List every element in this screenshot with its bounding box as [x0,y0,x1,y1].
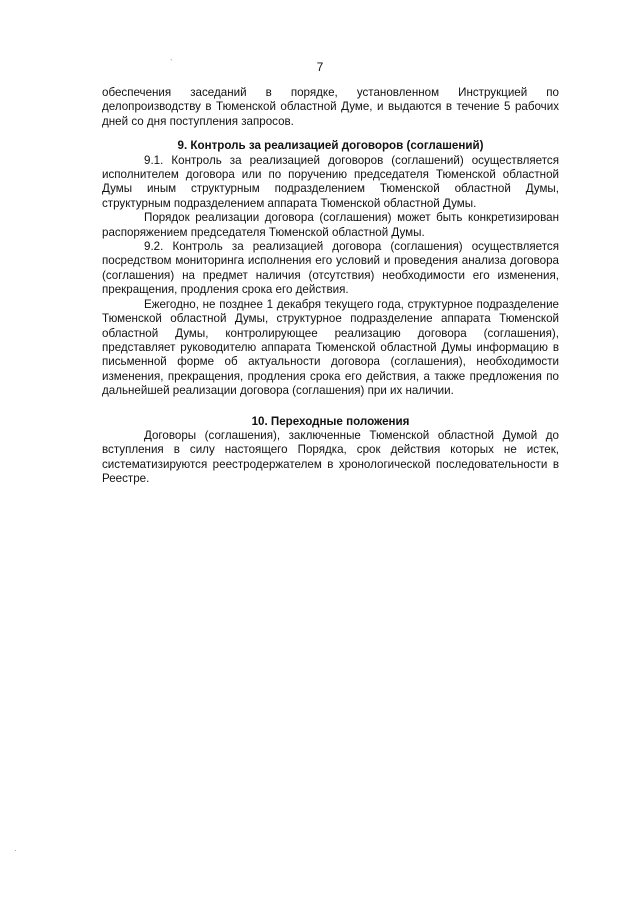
intro-paragraph: обеспечения заседаний в порядке, установленном Инструкцией по делопроизводству в Тюменской областной Думе, и выдаются в течение 5 рабочих дней со дня поступления запросов. [102,86,559,128]
section-9-paragraph-3: 9.2. Контроль за реализацией договора (соглашения) осуществляется посредством мониторинга исполнения его условий и проведения анализа договора (соглашения) на предмет наличия (отсутствия) необходимости его изменения, прекращения, продления срока его действия. [102,240,559,297]
document-body [102,86,559,487]
section-9-paragraph-2: Порядок реализации договора (соглашения) может быть конкретизирован распоряжением председателя Тюменской областной Думы. [102,211,559,239]
section-9-paragraph-4: Ежегодно, не позднее 1 декабря текущего года, структурное подразделение Тюменской областной Думы, структурное подразделение аппарата Тюменской областной Думы, контролирующее реализацию договора (соглашения), представляет руководителю аппарата Тюменской областной Думы информацию в письменной форме об актуальности договора (соглашения), необходимости изменения, прекращения, продления срока его действия, а также предложения по дальнейшей реализации договора (соглашения) при их наличии. [102,297,559,398]
section-10-paragraph-1: Договоры (соглашения), заключенные Тюменской областной Думой до вступления в силу настоящего Порядка, срок действия которых не истек, систематизируются реестродержателем в хронологической последовательности в Реестре. [102,428,559,486]
section-9-heading: 9. Контроль за реализацией договоров (соглашений) [177,139,484,153]
section-10-heading: 10. Переходные положения [251,414,410,428]
scan-speck: · [14,845,17,855]
page-number: 7 [316,60,324,74]
scan-speck: ` [170,58,173,68]
section-9-paragraph-1: 9.1. Контроль за реализацией договоров (соглашений) осуществляется исполнителем договора или по поручению председателя Тюменской областной Думы иным структурным подразделением Тюменской областной Думы, структурным подразделением аппарата Тюменской областной Думы. [102,153,559,210]
